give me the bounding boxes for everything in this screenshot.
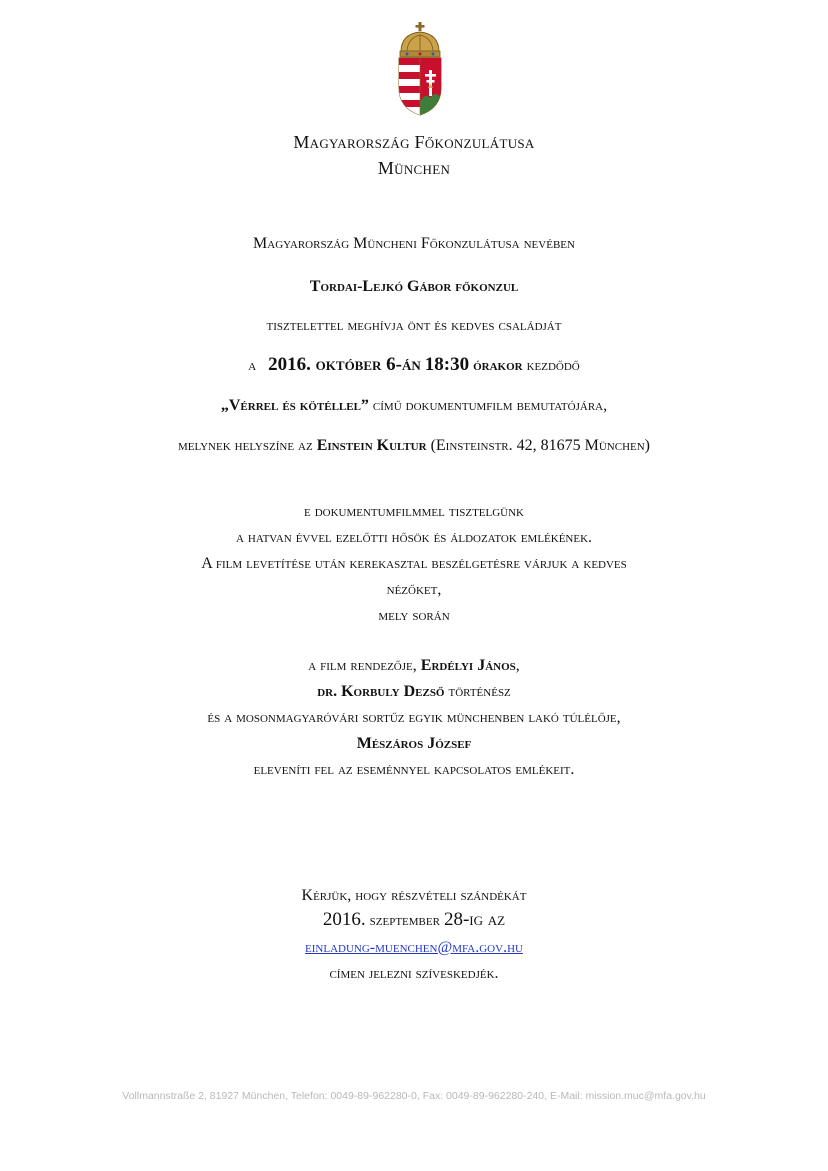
survivor-name: Mészáros József [356,735,472,752]
coat-of-arms-icon [395,22,445,116]
on-behalf-line: Magyarország Müncheni Főkonzulátusa nevében [253,235,575,252]
event-time-suffix: órakor [473,357,523,374]
rsvp-email-line [0,938,828,958]
event-time: 18:30 [424,354,470,375]
rsvp-day: 28-ig az [443,909,506,930]
event-datetime-line [0,355,828,376]
memories-line: eleveníti fel az eseménnyel kapcsolatos emlékeit. [253,761,575,778]
consulate-city: München [377,158,451,178]
tribute-line-5: mely során [378,607,450,624]
tribute-line-1: e dokumentumfilmmel tisztelgünk [303,503,525,520]
tribute-line-2: a hatvan évvel ezelőtti hősök és áldozatok emlékének. [235,529,593,546]
rsvp-closing: címen jelezni szíveskedjék. [329,965,499,982]
event-article: a [248,357,257,374]
venue-address: (Einsteinstr. 42, 81675 München) [430,437,651,454]
survivor-line: és a mosonmagyaróvári sortűz egyik münchenben lakó túlélője, [207,709,621,726]
venue-name: Einstein Kultur [316,437,427,454]
rsvp-email-link[interactable]: einladung-muenchen@mfa.gov.hu [305,939,523,956]
director-comma: , [515,657,520,674]
director-intro: a film rendezője, [308,657,417,674]
footer-contact: Vollmannstraße 2, 81927 München, Telefon: 0049-89-962280-0, Fax: 0049-89-962280-240, E-Mail: mission.muc@mfa.gov.hu [122,1090,706,1102]
rsvp-year: 2016. [322,909,366,930]
rsvp-month: szeptember [369,912,440,929]
consul-general-name: Tordai-Lejkó Gábor főkonzul [309,278,519,295]
film-title-line [0,396,828,416]
tribute-line-4: nézőket, [386,581,442,598]
rsvp-deadline-line [0,910,828,931]
event-start-word: kezdődő [526,357,580,374]
historian-line [0,682,828,702]
director-line [0,656,828,676]
venue-intro: melynek helyszíne az [177,437,313,454]
film-title: „Vérrel és kötéllel” [220,397,369,414]
venue-line [0,436,828,456]
film-description: című dokumentumfilm bemutatójára, [372,397,608,414]
historian-name: dr. Korbuly Dezső [317,683,445,700]
historian-title: történész [448,683,511,700]
consulate-name: Magyarország Főkonzulátusa [293,132,535,152]
director-name: Erdélyi János [420,657,516,674]
event-date: 2016. október 6-án [268,354,421,375]
tribute-line-3: A film levetítése után kerekasztal beszélgetésre várjuk a kedves [201,555,627,572]
rsvp-request: Kérjük, hogy részvételi szándékát [301,887,527,904]
invitation-line: tisztelettel meghívja önt és kedves családját [266,317,562,334]
